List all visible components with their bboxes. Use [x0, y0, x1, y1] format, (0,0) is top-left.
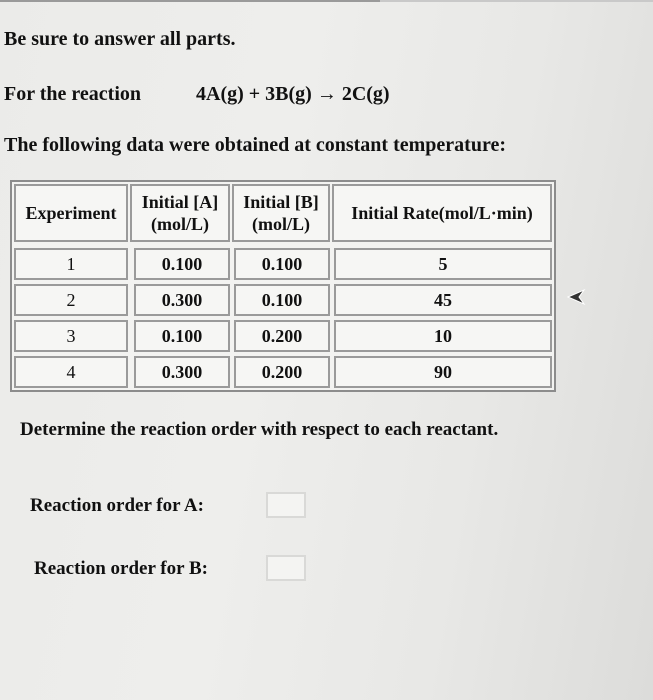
row4-initial-b: 0.200 — [234, 356, 330, 388]
instructions-text: Be sure to answer all parts. — [4, 28, 236, 50]
row4-initial-a: 0.300 — [134, 356, 230, 388]
top-divider-accent — [0, 0, 380, 2]
header-initial-b — [232, 184, 330, 242]
header-initial-a-line1: Initial [A] — [141, 192, 219, 212]
row1-initial-b: 0.100 — [234, 248, 330, 280]
row3-experiment: 3 — [14, 320, 128, 352]
header-experiment: Experiment — [14, 184, 128, 242]
mouse-pointer-icon — [566, 286, 588, 308]
row3-initial-b: 0.200 — [234, 320, 330, 352]
order-a-label: Reaction order for A: — [30, 495, 204, 516]
row1-initial-rate: 5 — [334, 248, 552, 280]
order-b-label: Reaction order for B: — [34, 558, 208, 579]
order-b-input[interactable] — [266, 555, 306, 581]
order-a-input[interactable] — [266, 492, 306, 518]
reaction-label: For the reaction — [4, 83, 142, 105]
header-initial-a — [130, 184, 230, 242]
data-intro-text: The following data were obtained at constant temperature: — [4, 134, 506, 156]
row2-experiment: 2 — [14, 284, 128, 316]
row3-initial-rate: 10 — [334, 320, 552, 352]
rate-data-table — [10, 180, 556, 392]
row4-experiment: 4 — [14, 356, 128, 388]
question-text: Determine the reaction order with respect to each reactant. — [20, 419, 499, 440]
row4-initial-rate: 90 — [334, 356, 552, 388]
header-initial-rate: Initial Rate(mol/L·min) — [332, 184, 552, 242]
row3-initial-a: 0.100 — [134, 320, 230, 352]
header-initial-b-line1: Initial [B] — [243, 192, 319, 212]
header-initial-a-line2: (mol/L) — [151, 214, 209, 234]
row1-experiment: 1 — [14, 248, 128, 280]
row2-initial-a: 0.300 — [134, 284, 230, 316]
reaction-equation: 4A(g) + 3B(g) → 2C(g) — [196, 83, 390, 105]
row2-initial-b: 0.100 — [234, 284, 330, 316]
row2-initial-rate: 45 — [334, 284, 552, 316]
row1-initial-a: 0.100 — [134, 248, 230, 280]
header-initial-b-line2: (mol/L) — [252, 214, 310, 234]
